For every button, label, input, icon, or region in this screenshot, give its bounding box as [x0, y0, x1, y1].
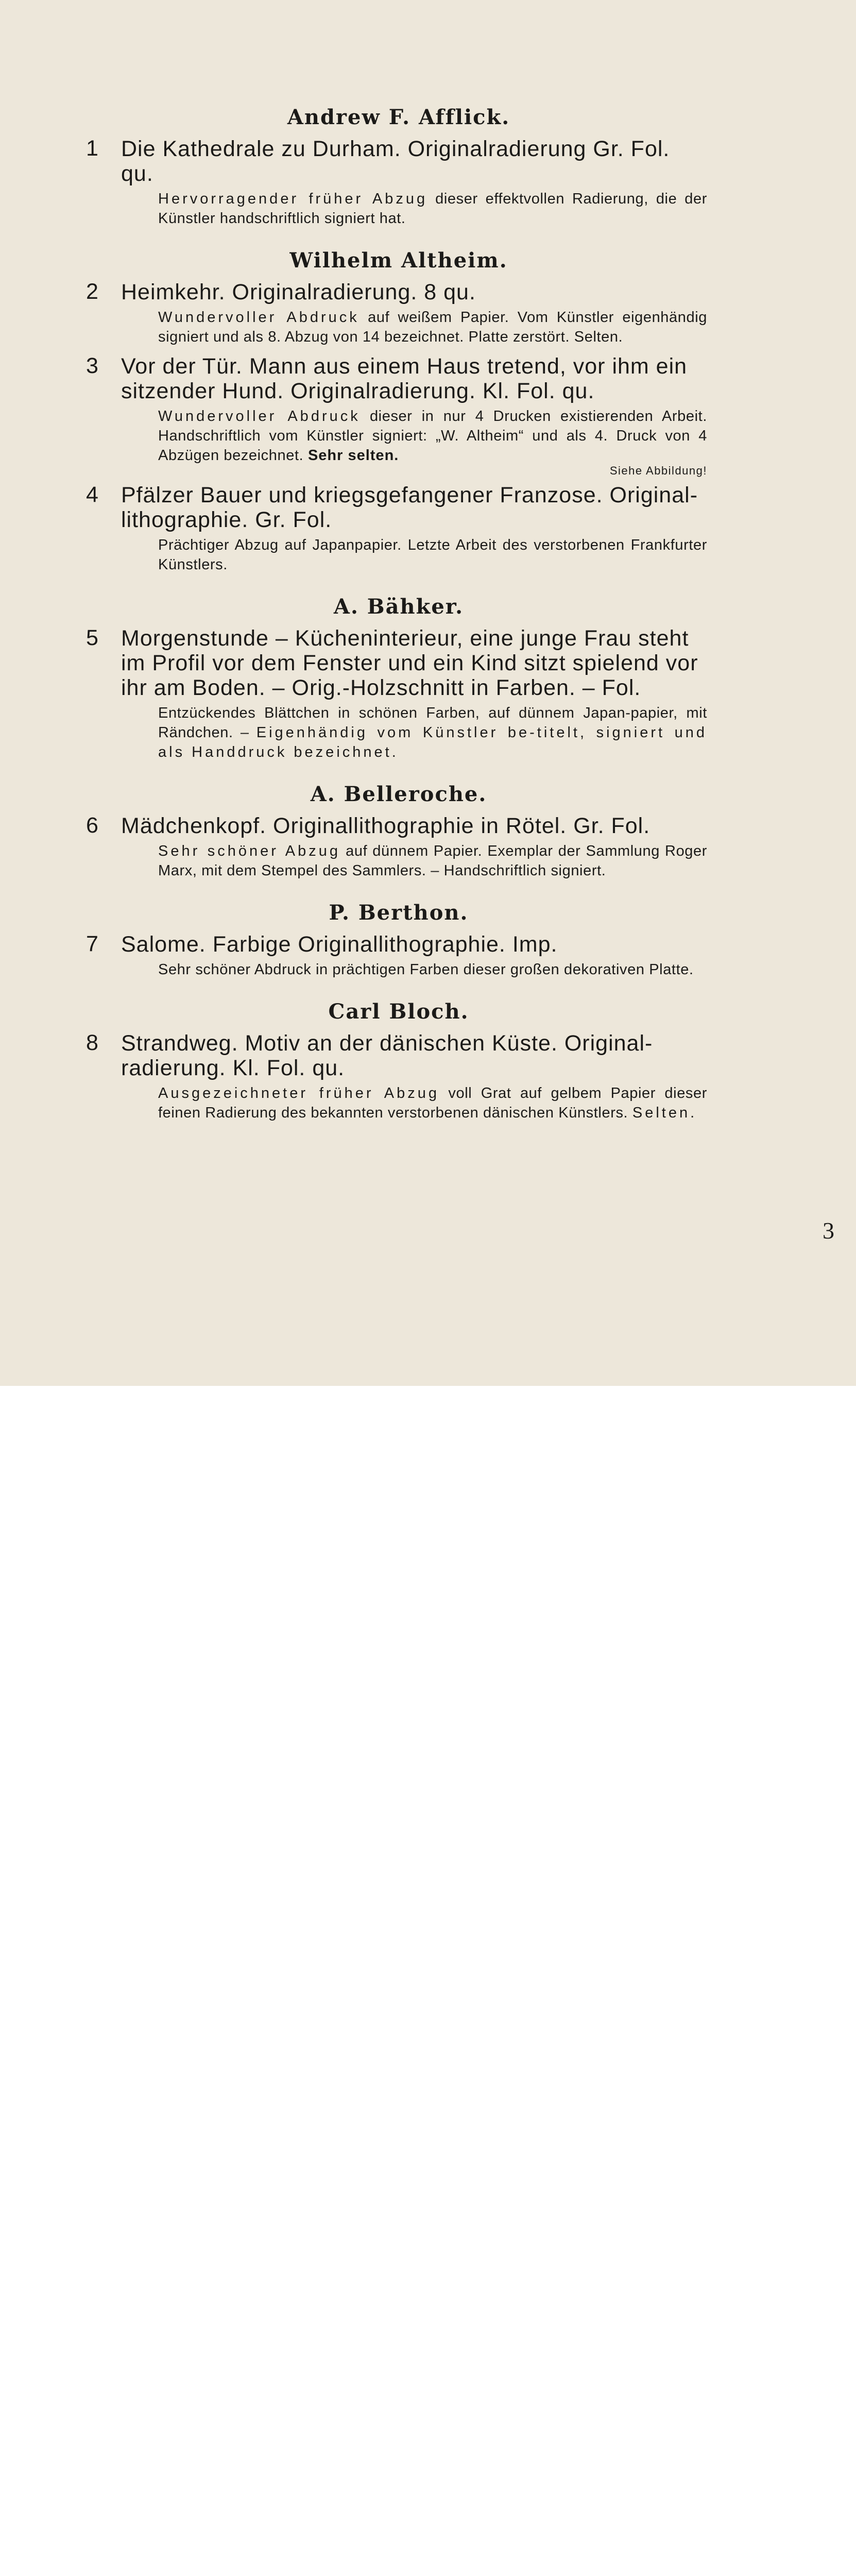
figure-reference: Siehe Abbildung! — [609, 464, 707, 477]
note-text: dieser in nur 4 Drucken existierenden Arbeit. Handschriftlich vom Künstler signiert: „W. Altheim“ und als 4. Druck von 4 Abzügen bezeichnet. — [158, 408, 707, 464]
note-text: voll Grat auf gelbem Papier dieser feinen Radierung des bekannten verstorbenen dänischen Künstlers. — [158, 1085, 708, 1121]
note-emphasis: Sehr schöner Abzug — [158, 843, 341, 859]
note-emphasis: Wundervoller Abdruck — [158, 408, 361, 425]
catalog-entry — [86, 813, 708, 880]
entry-title: Heimkehr. Originalradierung. 8 qu. — [121, 280, 476, 304]
entry-title: Salome. Farbige Originallithographie. Imp. — [121, 932, 558, 957]
entry-note — [158, 1083, 707, 1123]
note-text: Entzückendes Blättchen in schönen Farben, auf dünnem Japan-papier, mit Rändchen. – — [158, 705, 707, 741]
note-emphasis: Eigenhändig vom Künstler be-titelt, signiert und als Handdruck bezeichnet. — [158, 724, 707, 760]
artist-heading: Andrew F. Afflick. — [287, 105, 510, 129]
entry-number: 5 — [86, 625, 98, 650]
entry-number: 4 — [86, 482, 98, 507]
artist-heading: A. Belleroche. — [310, 782, 487, 806]
entry-note — [158, 189, 707, 228]
catalog-entry — [86, 931, 707, 979]
entry-number: 6 — [86, 813, 98, 838]
entry-title: Pfälzer Bauer und kriegsgefangener Franzose. Original-lithographie. Gr. Fol. — [121, 483, 698, 532]
entry-number: 1 — [86, 136, 98, 161]
catalog-entry — [86, 353, 707, 478]
note-emphasis: Hervorragender früher Abzug — [158, 191, 428, 207]
entry-number: 2 — [86, 279, 98, 304]
viewer-footer — [0, 1386, 856, 1450]
entry-number: 3 — [86, 353, 98, 378]
entry-title: Mädchenkopf. Originallithographie in Rötel. Gr. Fol. — [121, 814, 650, 838]
note-text: dieser effektvollen Radierung, die der Künstler handschriftlich signiert hat. — [158, 191, 707, 227]
entry-note — [158, 841, 707, 880]
catalog-entry — [86, 625, 707, 762]
catalog-entry — [86, 279, 707, 347]
catalog-entry — [86, 1030, 708, 1123]
page-number: 3 — [823, 1217, 834, 1244]
artist-heading: Wilhelm Altheim. — [289, 248, 508, 273]
note-text: auf weißem Papier. Vom Künstler eigenhändig signiert und als 8. Abzug von 14 bezeichnet. Platte zerstört. Selten. — [158, 309, 707, 345]
entry-note — [158, 406, 707, 465]
entry-note — [158, 308, 707, 347]
catalog-entry — [86, 136, 707, 228]
entry-note: Sehr schöner Abdruck in prächtigen Farben dieser großen dekorativen Platte. — [158, 961, 694, 978]
entry-number: 8 — [86, 1030, 98, 1055]
catalog-content — [86, 105, 708, 1123]
artist-heading: A. Bähker. — [333, 595, 464, 619]
note-text: auf dünnem Papier. Exemplar der Sammlung Roger Marx, mit dem Stempel des Sammlers. – Handschriftlich signiert. — [158, 843, 708, 879]
note-emphasis-end: Selten. — [632, 1105, 697, 1121]
entry-title: Morgenstunde – Kücheninterieur, eine junge Frau steht im Profil vor dem Fenster und ein Kind sitzt spielend vor ihr am Boden. – Orig.-Holzschnitt in Farben. – Fol. — [121, 626, 698, 700]
artist-heading: P. Berthon. — [329, 901, 469, 925]
note-highlight: Sehr selten. — [307, 447, 399, 464]
note-emphasis: Wundervoller Abdruck — [158, 309, 359, 326]
entry-note: Prächtiger Abzug auf Japanpapier. Letzte Arbeit des verstorbenen Frankfurter Künstlers. — [158, 537, 707, 573]
entry-number: 7 — [86, 931, 98, 956]
entry-note — [158, 703, 707, 762]
entry-title: Die Kathedrale zu Durham. Originalradierung Gr. Fol. qu. — [121, 137, 670, 186]
entry-title: Strandweg. Motiv an der dänischen Küste. Original-radierung. Kl. Fol. qu. — [121, 1031, 653, 1080]
catalog-entry — [86, 482, 707, 574]
entry-title: Vor der Tür. Mann aus einem Haus tretend, vor ihm ein sitzender Hund. Originalradierung. Kl. Fol. qu. — [121, 354, 688, 403]
note-emphasis: Ausgezeichneter früher Abzug — [158, 1085, 440, 1101]
artist-heading: Carl Bloch. — [328, 999, 469, 1024]
